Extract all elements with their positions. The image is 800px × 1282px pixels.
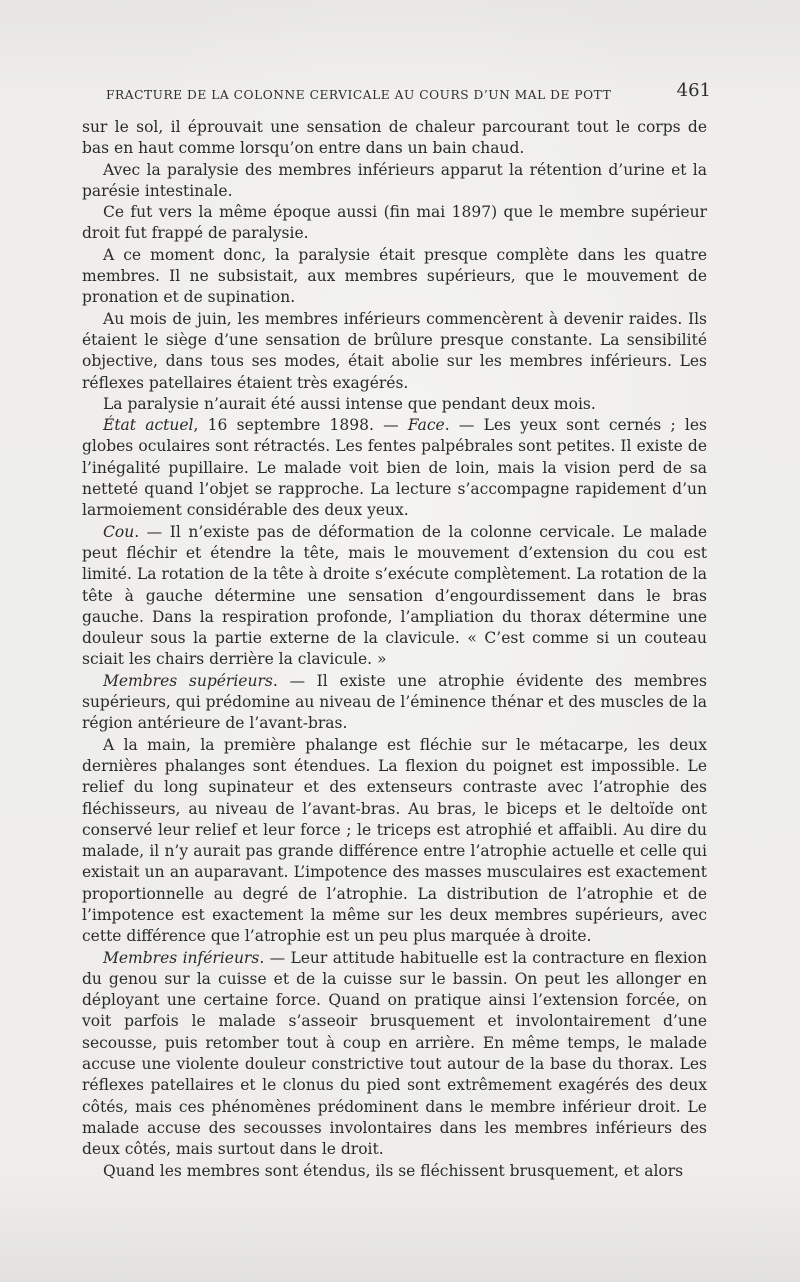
- paragraph-text: . — Leur attitude habituelle est la contracture en flexion du genou sur la cuisse et de la cuisse sur le bassin. On peut les allonger en déployant une certaine force. Quand on pratique ainsi l’extension forcée, on voit parfois le malade s’asseoir brusquement et involontairement d’une secousse, puis retomber tout à coup en arrière. En même temps, le malade accuse une violente douleur constrictive tout autour de la base du thorax. Les réflexes patellaires et le clonus du pied sont extrêmement exagérés des deux côtés, mais ces phénomènes prédominent dans le membre inférieur droit. Le malade accuse des secousses involontaires dans les membres inférieurs des deux côtés, mais surtout dans le droit.: [82, 948, 707, 1159]
- paragraph-text: . — Il existe une atrophie évidente des membres supérieurs, qui prédomine au niveau de l’éminence thénar et des muscles de la région antérieure de l’avant-bras.: [82, 671, 707, 733]
- paragraph-text: Quand les membres sont étendus, ils se fléchissent brusquement, et alors: [103, 1161, 684, 1180]
- paragraph-membres-inferieurs: [82, 948, 707, 1161]
- paragraph-text: A ce moment donc, la paralysie était presque complète dans les quatre membres. Il ne subsistait, aux membres supérieurs, que le mouvement de pronation et de supination.: [82, 245, 707, 307]
- paragraph: [82, 309, 707, 394]
- paragraph-text: Au mois de juin, les membres inférieurs commencèrent à devenir raides. Ils étaient le siège d’une sensation de brûlure presque constante. La sensibilité objective, dans tous ses modes, était abolie sur les membres inférieurs. Les réflexes patellaires étaient très exagérés.: [82, 309, 707, 392]
- running-head: [106, 80, 711, 104]
- section-lead-etat-actuel: État actuel: [103, 416, 194, 435]
- paragraph-text: A la main, la première phalange est fléchie sur le métacarpe, les deux dernières phalanges sont étendues. La flexion du poignet est impossible. Le relief du long supinateur et des extenseurs contraste avec l’atrophie des fléchisseurs, au niveau de l’avant-bras. Au bras, le biceps et le deltoïde ont conservé leur relief et leur force ; le triceps est atrophié et affaibli. Au dire du malade, il n’y aurait pas grande différence entre l’atrophie actuelle et celle qui existait un an auparavant. L’impotence des masses musculaires est exactement proportionnelle au degré de l’atrophie. La distribution de l’atrophie et de l’impotence est exactement la même sur les deux membres supérieurs, avec cette différence que l’atrophie est un peu plus marquée à droite.: [82, 735, 707, 946]
- paragraph-cou: [82, 522, 707, 671]
- paragraph: [82, 1161, 707, 1182]
- section-lead-face: Face: [407, 416, 445, 435]
- paragraph: [82, 735, 707, 948]
- paragraph-text: sur le sol, il éprouvait une sensation de chaleur parcourant tout le corps de bas en haut comme lorsqu’on entre dans un bain chaud.: [82, 118, 707, 158]
- paragraph: [82, 245, 707, 309]
- section-lead-membres-superieurs: Membres supérieurs: [103, 671, 273, 690]
- paragraph-continuation: [82, 117, 707, 160]
- running-title: FRACTURE DE LA COLONNE CERVICALE AU COURS D’UN MAL DE POTT: [106, 88, 612, 102]
- paragraph: [82, 202, 707, 245]
- body-text: [82, 117, 707, 1182]
- section-lead-membres-inferieurs: Membres inférieurs: [103, 948, 260, 967]
- paragraph: [82, 394, 707, 415]
- section-lead-cou: Cou: [103, 522, 135, 541]
- date-text: , 16 septembre 1898. —: [193, 416, 408, 435]
- paragraph: [82, 160, 707, 203]
- paragraph-text: . — Il n’existe pas de déformation de la colonne cervicale. Le malade peut fléchir et étendre la tête, mais le mouvement d’extension du cou est limité. La rotation de la tête à droite s’exécute complètement. La rotation de la tête à gauche détermine une sensation d’engourdissement dans le bras gauche. Dans la respiration profonde, l’ampliation du thorax détermine une douleur sous la partie externe de la clavicule. « C’est comme si un couteau sciait les chairs derrière la clavicule. »: [82, 522, 707, 669]
- paragraph-etat-actuel: [82, 415, 707, 521]
- paragraph-text: La paralysie n’aurait été aussi intense que pendant deux mois.: [103, 394, 596, 413]
- paragraph-text: Avec la paralysie des membres inférieurs apparut la rétention d’urine et la parésie intestinale.: [82, 160, 707, 200]
- paragraph-membres-superieurs: [82, 671, 707, 735]
- paragraph-text: . — Les yeux sont cernés ; les globes oculaires sont rétractés. Les fentes palpébrales sont petites. Il existe de l’inégalité pupillaire. Le malade voit bien de loin, mais la vision perd de sa netteté quand l’objet se rapproche. La lecture s’accompagne rapidement d’un larmoiement considérable des deux yeux.: [82, 416, 707, 520]
- page-number: 461: [676, 80, 711, 101]
- paragraph-text: Ce fut vers la même époque aussi (fin mai 1897) que le membre supérieur droit fut frappé de paralysie.: [82, 203, 707, 243]
